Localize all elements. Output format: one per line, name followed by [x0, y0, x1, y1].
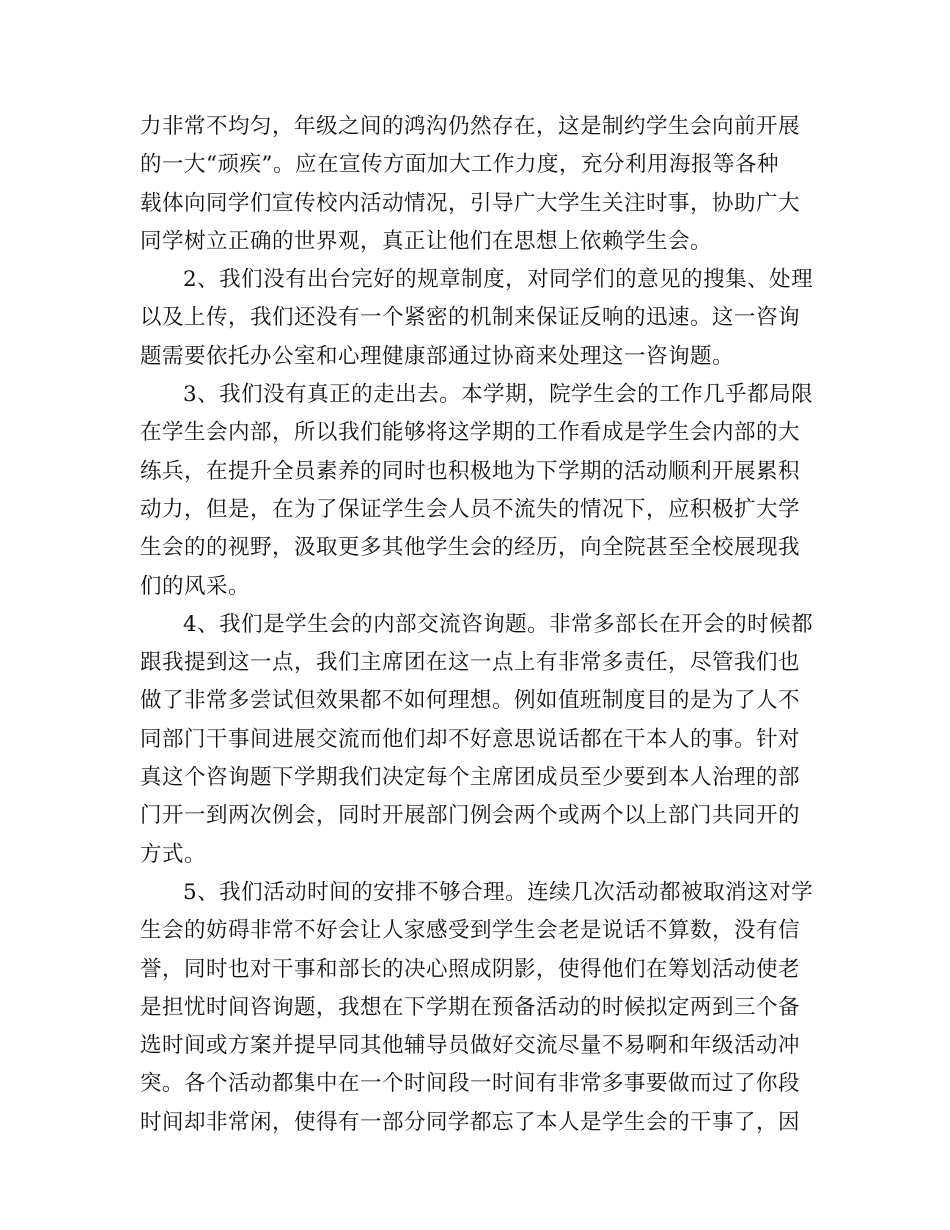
text-line: 跟我提到这一点，我们主席团在这一点上有非常多责任，尽管我们也: [140, 650, 801, 676]
text-line: 题需要依托办公室和心理健康部通过协商来处理这一咨询题。: [140, 343, 735, 369]
text-line: 同学树立正确的世界观，真正让他们在思想上依赖学生会。: [140, 228, 713, 254]
text-line: 是担忧时间咨询题，我想在下学期在预备活动的时候拟定两到三个备: [140, 994, 801, 1020]
body-text: [140, 108, 812, 1142]
text-line: 练兵，在提升全员素养的同时也积极地为下学期的活动顺利开展累积: [140, 458, 801, 484]
text-line: 同部门干事间进展交流而他们却不好意思说话都在干本人的事。针对: [140, 726, 801, 752]
text-line: 们的风采。: [140, 573, 251, 599]
paragraph-first-line: 4、我们是学生会的内部交流咨询题。非常多部长在开会的时候都: [183, 611, 814, 637]
text-line: 选时间或方案并提早同其他辅导员做好交流尽量不易啊和年级活动冲: [140, 1033, 801, 1059]
text-line: 时间却非常闲，使得有一部分同学都忘了本人是学生会的干事了，因: [140, 1109, 801, 1135]
text-line: 生会的的视野，汲取更多其他学生会的经历，向全院甚至全校展现我: [140, 535, 801, 561]
text-line: 的一大“顽疾”。应在宣传方面加大工作力度，充分利用海报等各种: [140, 152, 779, 178]
paragraph-first-line: 3、我们没有真正的走出去。本学期，院学生会的工作几乎都局限: [183, 382, 814, 408]
text-line: 突。各个活动都集中在一个时间段一时间有非常多事要做而过了你段: [140, 1071, 801, 1097]
text-line: 门开一到两次例会，同时开展部门例会两个或两个以上部门共同开的: [140, 803, 801, 829]
text-line: 誉，同时也对干事和部长的决心照成阴影，使得他们在筹划活动使老: [140, 956, 801, 982]
paragraph-first-line: 5、我们活动时间的安排不够合理。连续几次活动都被取消这对学: [183, 879, 814, 905]
text-line: 生会的妨碍非常不好会让人家感受到学生会老是说话不算数，没有信: [140, 918, 801, 944]
text-line: 载体向同学们宣传校内活动情况，引导广大学生关注时事，协助广大: [140, 190, 801, 216]
text-line: 方式。: [140, 841, 207, 867]
text-line: 动力，但是，在为了保证学生会人员不流失的情况下，应积极扩大学: [140, 496, 801, 522]
text-line: 真这个咨询题下学期我们决定每个主席团成员至少要到本人治理的部: [140, 765, 801, 791]
paragraph-first-line: 2、我们没有出台完好的规章制度，对同学们的意见的搜集、处理: [183, 267, 814, 293]
text-line: 以及上传，我们还没有一个紧密的机制来保证反响的迅速。这一咨询: [140, 305, 801, 331]
text-line: 做了非常多尝试但效果都不如何理想。例如值班制度目的是为了人不: [140, 688, 801, 714]
text-line: 力非常不均匀，年级之间的鸿沟仍然存在，这是制约学生会向前开展: [140, 114, 801, 139]
text-line: 在学生会内部，所以我们能够将这学期的工作看成是学生会内部的大: [140, 420, 801, 446]
